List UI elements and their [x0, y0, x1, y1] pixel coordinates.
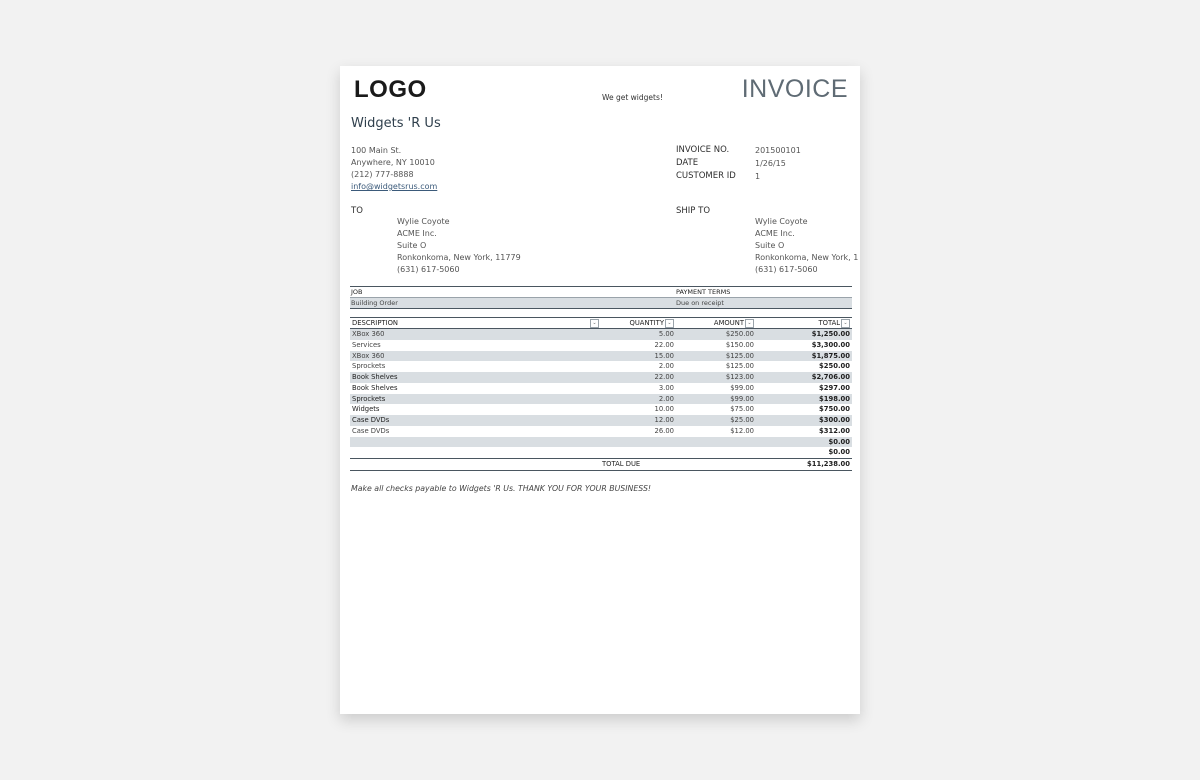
company-phone: (212) 777-8888 — [351, 170, 414, 179]
ship-to-phone: (631) 617-5060 — [755, 265, 818, 274]
job-value[interactable]: Building Order — [351, 299, 398, 307]
item-quantity[interactable]: 3.00 — [658, 383, 674, 392]
bill-to-phone: (631) 617-5060 — [397, 265, 460, 274]
item-total: $3,300.00 — [811, 340, 850, 349]
quantity-header[interactable] — [600, 318, 676, 329]
item-total: $312.00 — [819, 426, 850, 435]
item-description[interactable] — [350, 437, 600, 448]
ship-to-suite: Suite O — [755, 241, 785, 250]
invoice-page — [340, 66, 860, 714]
item-total: $250.00 — [819, 362, 850, 371]
table-row[interactable] — [350, 426, 852, 437]
table-row[interactable] — [350, 329, 852, 340]
item-quantity[interactable]: 5.00 — [600, 329, 676, 340]
total-header[interactable] — [756, 318, 852, 329]
job-terms-value-row — [350, 298, 852, 309]
table-row[interactable] — [350, 383, 852, 394]
item-description[interactable]: XBox 360 — [350, 329, 600, 340]
payment-terms-value[interactable]: Due on receipt — [676, 299, 724, 307]
bill-to-label: TO — [351, 206, 363, 216]
item-amount[interactable] — [676, 447, 756, 458]
item-total: $0.00 — [756, 437, 852, 448]
item-amount[interactable]: $25.00 — [676, 415, 756, 426]
bill-to-city: Ronkonkoma, New York, 11779 — [397, 253, 521, 262]
company-name: Widgets 'R Us — [351, 116, 441, 131]
item-description[interactable]: XBox 360 — [350, 351, 600, 362]
total-due-spacer — [350, 459, 600, 471]
total-header-label: TOTAL — [818, 319, 840, 327]
total-due-label: TOTAL DUE — [600, 459, 676, 471]
total-due-value: $11,238.00 — [756, 459, 852, 471]
item-quantity[interactable]: 12.00 — [600, 415, 676, 426]
table-row[interactable] — [350, 415, 852, 426]
item-total: $297.00 — [819, 383, 850, 392]
job-terms-bar — [350, 286, 852, 309]
description-header[interactable] — [350, 318, 600, 329]
item-description[interactable]: Sprockets — [350, 394, 600, 405]
item-description[interactable]: Sprockets — [352, 362, 386, 371]
table-row[interactable] — [350, 437, 852, 448]
bill-to-company: ACME Inc. — [397, 229, 437, 238]
item-amount[interactable]: $123.00 — [676, 372, 756, 383]
invoice-title: INVOICE — [741, 75, 848, 103]
table-header-row — [350, 318, 852, 329]
item-quantity[interactable] — [600, 437, 676, 448]
item-quantity[interactable]: 22.00 — [600, 372, 676, 383]
item-amount[interactable]: $150.00 — [725, 340, 754, 349]
payment-note: Make all checks payable to Widgets 'R Us. THANK YOU FOR YOUR BUSINESS! — [351, 484, 652, 493]
item-description[interactable]: Widgets — [352, 405, 380, 414]
ship-to-label: SHIP TO — [676, 206, 711, 216]
table-row[interactable] — [350, 361, 852, 372]
total-due-row — [350, 459, 852, 471]
table-row[interactable] — [350, 404, 852, 415]
item-amount[interactable] — [676, 437, 756, 448]
item-total: $750.00 — [819, 405, 850, 414]
item-description[interactable]: Services — [352, 340, 381, 349]
company-city: Anywhere, NY 10010 — [351, 158, 435, 167]
item-amount[interactable]: $125.00 — [725, 362, 754, 371]
item-total: $1,875.00 — [756, 351, 852, 362]
item-total: $300.00 — [756, 415, 852, 426]
item-description[interactable]: Case DVDs — [350, 415, 600, 426]
invoice-number-label: INVOICE NO. — [676, 145, 730, 155]
table-row[interactable] — [350, 351, 852, 362]
item-quantity[interactable] — [600, 447, 676, 458]
company-street: 100 Main St. — [351, 146, 402, 155]
item-quantity[interactable]: 22.00 — [654, 340, 674, 349]
table-row[interactable] — [350, 394, 852, 405]
date-label: DATE — [676, 158, 699, 168]
table-row[interactable] — [350, 340, 852, 351]
bill-to-suite: Suite O — [397, 241, 427, 250]
quantity-header-label: QUANTITY — [629, 319, 664, 327]
item-total: $198.00 — [756, 394, 852, 405]
table-row[interactable] — [350, 372, 852, 383]
invoice-number-value: 201500101 — [755, 146, 801, 155]
filter-dropdown-icon[interactable]: ⌄ — [590, 319, 599, 328]
item-amount[interactable]: $250.00 — [676, 329, 756, 340]
customer-id-value: 1 — [755, 172, 761, 181]
amount-header-label: AMOUNT — [713, 319, 744, 327]
table-row[interactable] — [350, 447, 852, 458]
description-header-label: DESCRIPTION — [352, 319, 399, 327]
customer-id-label: CUSTOMER ID — [676, 171, 736, 181]
job-terms-header-row — [350, 286, 852, 298]
amount-header[interactable] — [676, 318, 756, 329]
job-label: JOB — [351, 288, 363, 296]
filter-dropdown-icon[interactable]: ⌄ — [841, 319, 850, 328]
item-amount[interactable]: $125.00 — [676, 351, 756, 362]
item-total: $2,706.00 — [756, 372, 852, 383]
item-description[interactable]: Book Shelves — [352, 383, 398, 392]
item-quantity[interactable]: 10.00 — [654, 405, 674, 414]
tagline: We get widgets! — [602, 93, 663, 102]
item-quantity[interactable]: 15.00 — [600, 351, 676, 362]
payment-terms-label: PAYMENT TERMS — [676, 288, 731, 296]
ship-to-city: Ronkonkoma, New York, 1 — [755, 253, 859, 262]
filter-dropdown-icon[interactable]: ⌄ — [745, 319, 754, 328]
company-email-link[interactable]: info@widgetsrus.com — [351, 182, 438, 191]
bill-to-name: Wylie Coyote — [397, 217, 450, 226]
ship-to-name: Wylie Coyote — [755, 217, 808, 226]
item-quantity[interactable]: 2.00 — [600, 394, 676, 405]
item-amount[interactable]: $99.00 — [730, 383, 754, 392]
item-amount[interactable]: $99.00 — [676, 394, 756, 405]
ship-to-company: ACME Inc. — [755, 229, 795, 238]
item-amount[interactable]: $12.00 — [730, 426, 754, 435]
item-quantity[interactable]: 26.00 — [654, 426, 674, 435]
total-due-spacer — [676, 459, 756, 471]
item-description[interactable]: Book Shelves — [350, 372, 600, 383]
line-items-table — [350, 317, 852, 471]
item-total: $0.00 — [828, 448, 850, 457]
filter-dropdown-icon[interactable]: ⌄ — [665, 319, 674, 328]
item-description[interactable]: Case DVDs — [352, 426, 390, 435]
logo: LOGO — [354, 76, 427, 103]
item-description[interactable] — [350, 447, 600, 458]
item-amount[interactable]: $75.00 — [730, 405, 754, 414]
date-value: 1/26/15 — [755, 159, 786, 168]
item-quantity[interactable]: 2.00 — [658, 362, 674, 371]
item-total: $1,250.00 — [756, 329, 852, 340]
